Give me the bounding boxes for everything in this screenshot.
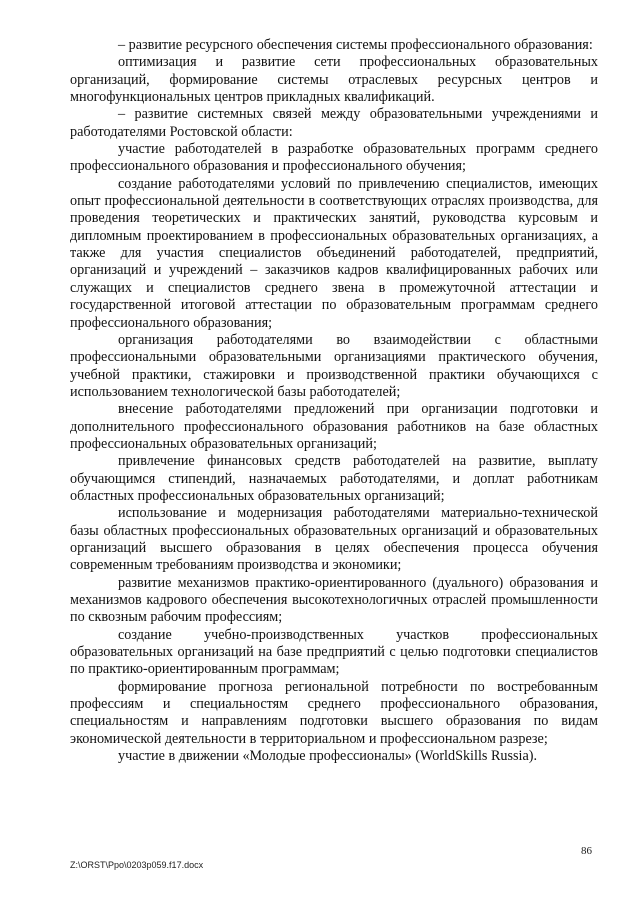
paragraph-specialists-attraction: создание работодателями условий по привлечению специалистов, имеющих опыт профессиональной деятельности в соответствующих отраслях производства, для проведения теоретических и практических занятий, руководства курсовым и дипломным проектированием в профессиональных образовательных организациях, а также для участия специалистов объединений работодателей, предприятий, организаций и учреждений – заказчиков кадров квалифицированных рабочих или служащих и специалистов среднего звена в промежуточной аттестации и государственной итоговой аттестации по образовательным программам среднего профессионального образования; <box>70 175 598 331</box>
body-text <box>70 37 598 765</box>
paragraph-system-links: – развитие системных связей между образовательными учреждениями и работодателями Ростовской области: <box>70 106 598 140</box>
paragraph-resource-support: – развитие ресурсного обеспечения системы профессионального образования: <box>118 37 593 53</box>
paragraph-dual-education: развитие механизмов практико-ориентированного (дуального) образования и механизмов кадрового обеспечения высокотехнологичных отраслей промышленности по сквозным рабочим профессиям; <box>70 574 598 626</box>
paragraph-demand-forecast: формирование прогноза региональной потребности по востребованным профессиям и специальностям среднего профессионального образования, специальностям и направлениям подготовки высшего образования по видам экономической деятельности в территориальном и профессиональном разрезе; <box>70 678 598 747</box>
paragraph-practical-training: организация работодателями во взаимодействии с областными профессиональными образовательными организациями практического обучения, учебной практики, стажировки и производственной практики обучающихся с использованием технологической базы работодателей; <box>70 331 598 400</box>
paragraph-employer-proposals: внесение работодателями предложений при организации подготовки и дополнительного профессионального образования работников на базе областных профессиональных образовательных организаций; <box>70 401 598 452</box>
paragraph-financial-resources: привлечение финансовых средств работодателей на развитие, выплату обучающимся стипендий, назначаемых работодателями, и доплат работникам областных профессиональных образовательных организаций; <box>70 453 598 504</box>
paragraph-material-base: использование и модернизация работодателями материально-технической базы областных профессиональных образовательных организаций и образовательных организаций высшего образования в целях обеспечения процесса обучения современным требованиям производства и экономики; <box>70 505 598 574</box>
paragraph-worldskills: участие в движении «Молодые профессионалы» (WorldSkills Russia). <box>118 748 538 765</box>
paragraph-production-sites: создание учебно-производственных участков профессиональных образовательных организаций на базе предприятий с целью подготовки специалистов по практико-ориентированным программам; <box>70 626 598 678</box>
file-path-footer: Z:\ORST\Ppo\0203p059.f17.docx <box>70 860 204 870</box>
paragraph-employer-programs: участие работодателей в разработке образовательных программ среднего профессионального образования и профессионального обучения; <box>70 141 598 175</box>
paragraph-network-optimization: оптимизация и развитие сети профессиональных образовательных организаций, формирование системы отраслевых ресурсных центров и многофункциональных центров прикладных квалификаций. <box>70 54 598 106</box>
page-number: 86 <box>581 845 592 857</box>
